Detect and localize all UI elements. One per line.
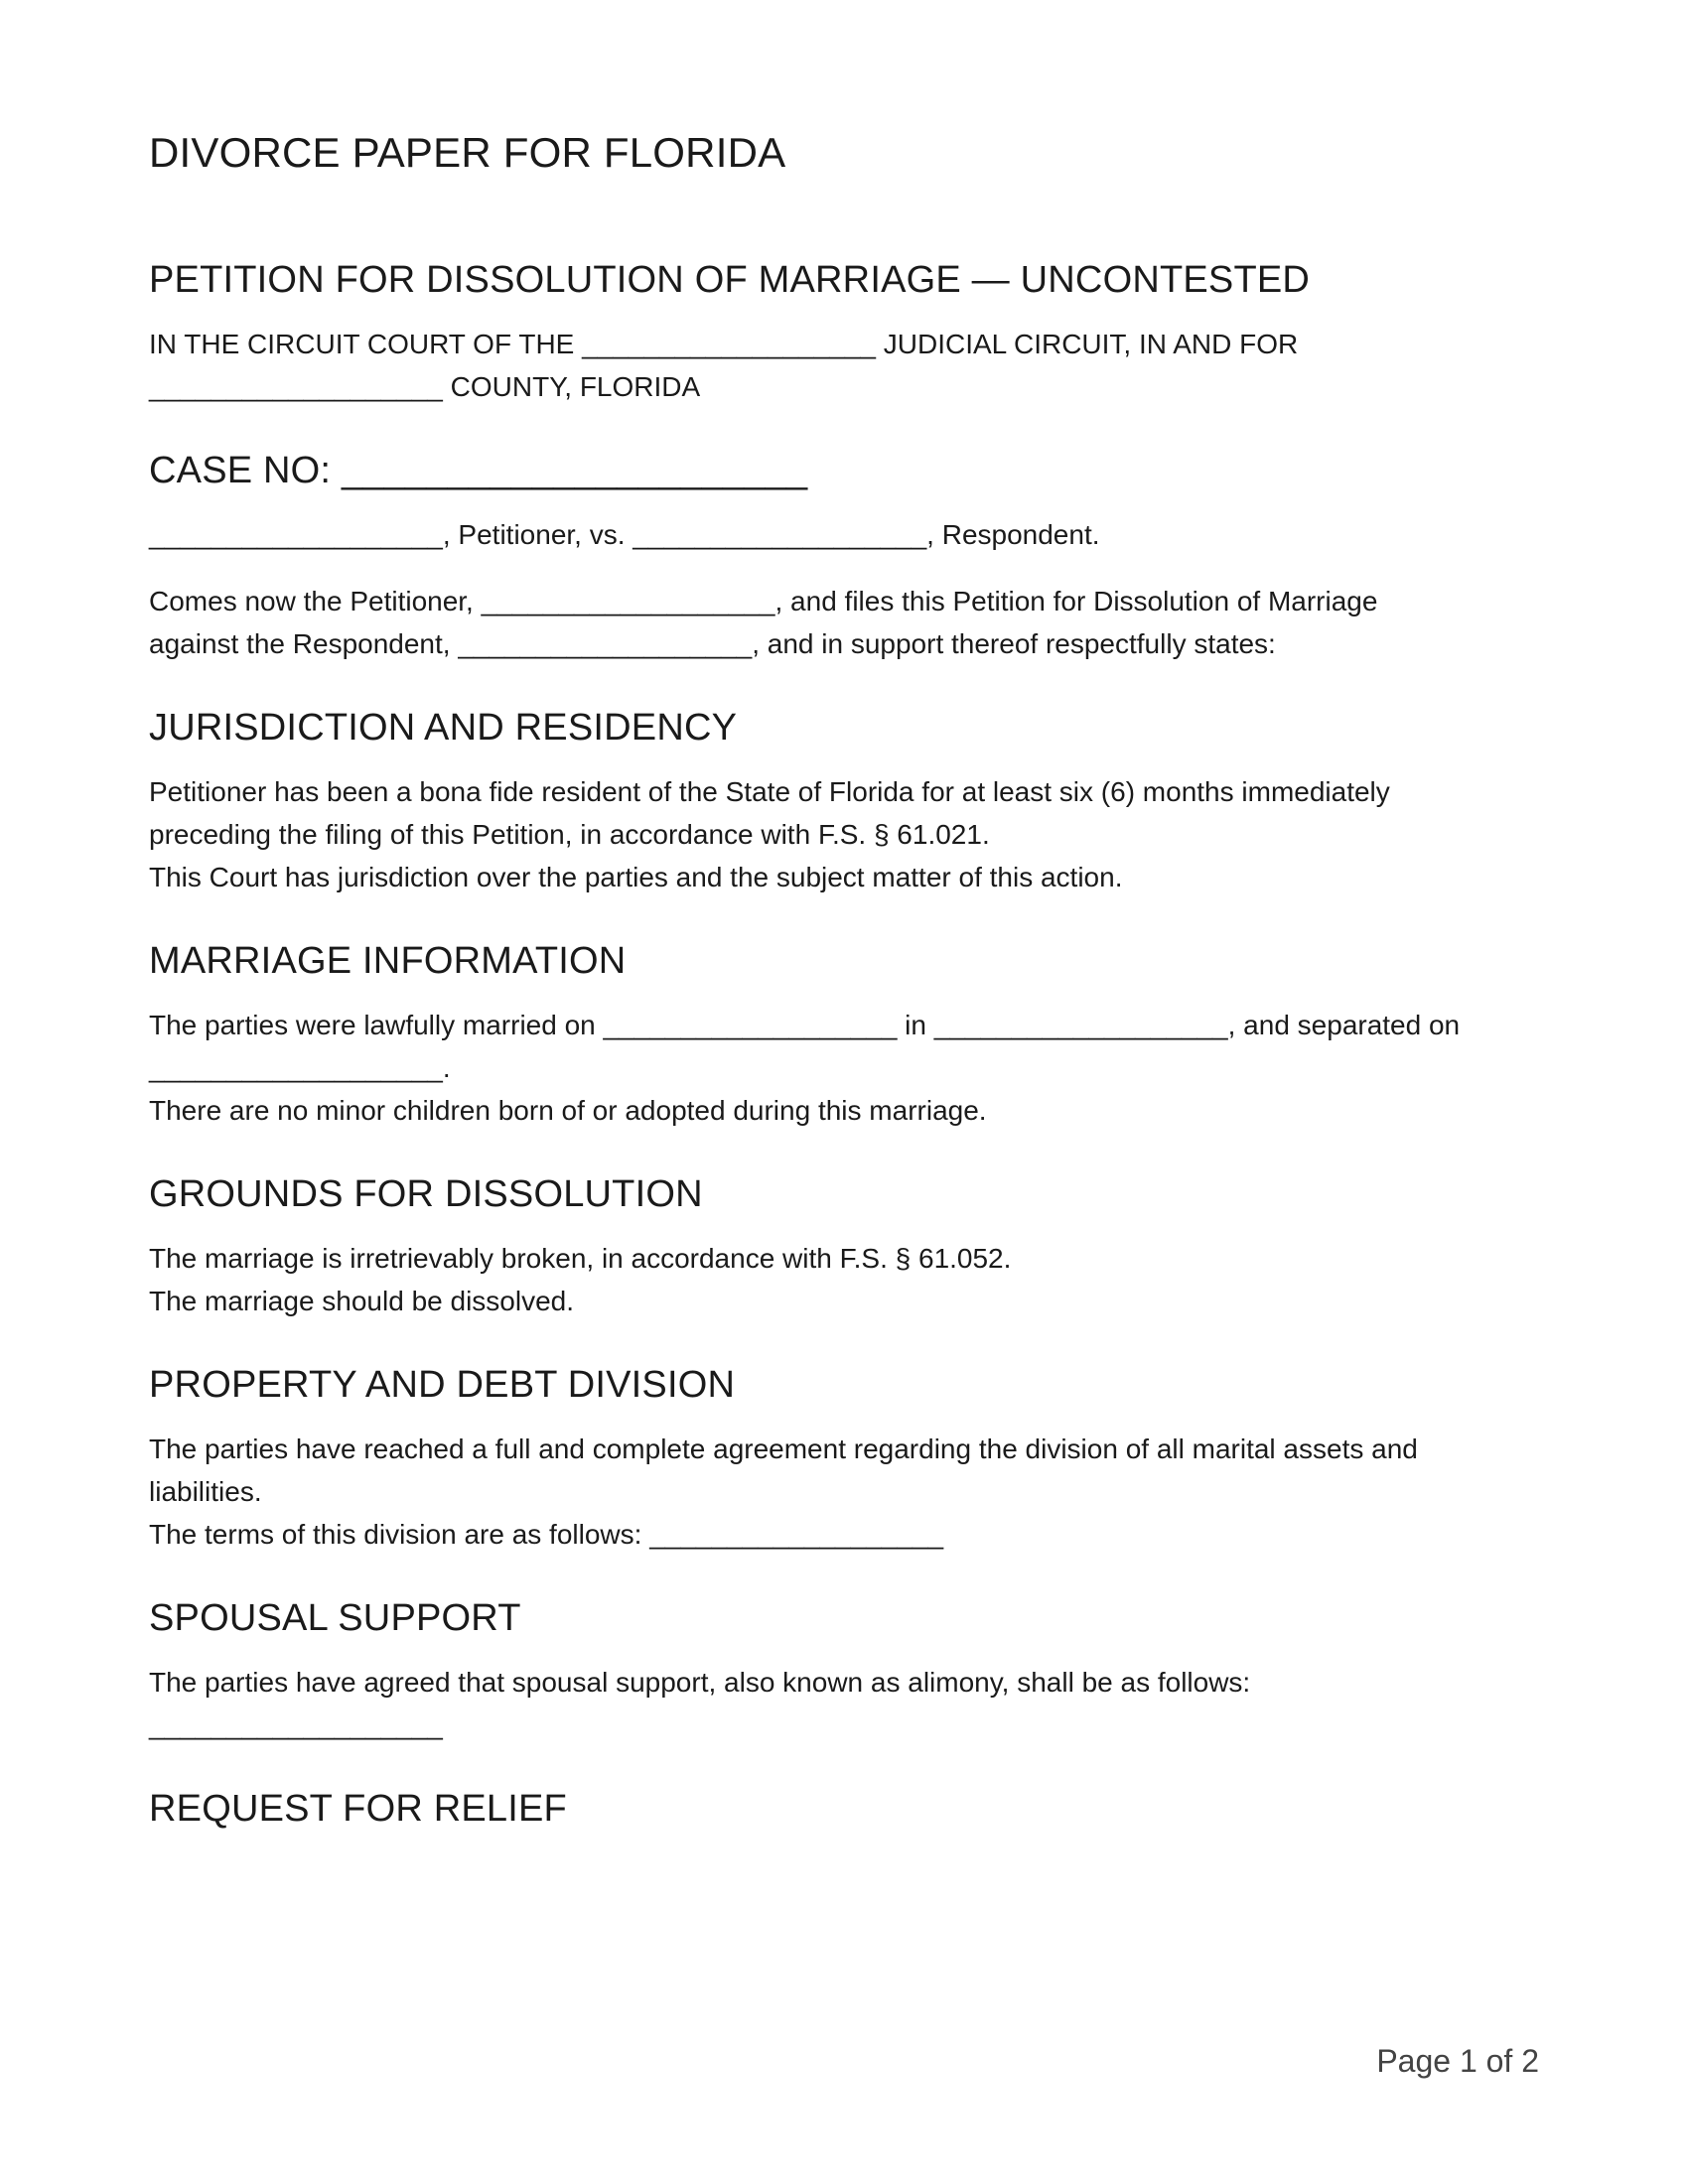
county-line: ___________________ COUNTY, FLORIDA bbox=[149, 371, 701, 402]
body-line: The terms of this division are as follows: ___________________ bbox=[149, 1519, 944, 1550]
section-heading-spousal: SPOUSAL SUPPORT bbox=[149, 1597, 521, 1639]
body-line: ___________________. bbox=[149, 1052, 451, 1083]
document-title: DIVORCE PAPER FOR FLORIDA bbox=[149, 129, 786, 176]
intro-paragraph bbox=[149, 580, 1549, 665]
document-body bbox=[149, 127, 1549, 1851]
section-body-property bbox=[149, 1428, 1549, 1556]
body-line: preceding the filing of this Petition, in accordance with F.S. § 61.021. bbox=[149, 819, 990, 850]
section-heading-grounds: GROUNDS FOR DISSOLUTION bbox=[149, 1173, 703, 1215]
case-number: CASE NO: ______________________ bbox=[149, 450, 808, 491]
body-line: This Court has jurisdiction over the parties and the subject matter of this action. bbox=[149, 862, 1123, 892]
section-heading-jurisdiction: JURISDICTION AND RESIDENCY bbox=[149, 707, 738, 749]
section-heading-property: PROPERTY AND DEBT DIVISION bbox=[149, 1364, 736, 1406]
body-line: Petitioner has been a bona fide resident of the State of Florida for at least six (6) months immediately bbox=[149, 776, 1390, 807]
body-line: The parties have agreed that spousal support, also known as alimony, shall be as follows: bbox=[149, 1667, 1251, 1698]
body-line: The marriage is irretrievably broken, in accordance with F.S. § 61.052. bbox=[149, 1243, 1012, 1274]
section-heading-marriage: MARRIAGE INFORMATION bbox=[149, 940, 627, 982]
body-line: There are no minor children born of or adopted during this marriage. bbox=[149, 1095, 987, 1126]
page-number: Page 1 of 2 bbox=[1376, 2043, 1539, 2079]
court-line: IN THE CIRCUIT COURT OF THE ___________________ JUDICIAL CIRCUIT, IN AND FOR bbox=[149, 329, 1299, 359]
section-body-jurisdiction bbox=[149, 770, 1549, 898]
section-body-spousal bbox=[149, 1661, 1549, 1746]
intro-line: Comes now the Petitioner, ___________________, and files this Petition for Dissolution of Marriage bbox=[149, 586, 1378, 616]
court-block bbox=[149, 323, 1549, 408]
body-line: The marriage should be dissolved. bbox=[149, 1286, 575, 1316]
body-line: The parties have reached a full and complete agreement regarding the division of all marital assets and bbox=[149, 1433, 1418, 1464]
parties-line: ___________________, Petitioner, vs. ___________________, Respondent. bbox=[149, 519, 1100, 550]
body-line: liabilities. bbox=[149, 1476, 262, 1507]
body-line: ___________________ bbox=[149, 1709, 443, 1740]
intro-line: against the Respondent, ___________________, and in support thereof respectfully states: bbox=[149, 628, 1276, 659]
section-body-grounds bbox=[149, 1237, 1549, 1322]
section-heading-relief: REQUEST FOR RELIEF bbox=[149, 1788, 567, 1830]
section-body-marriage bbox=[149, 1004, 1549, 1132]
body-line: The parties were lawfully married on ___________________ in ___________________, and separated on bbox=[149, 1010, 1461, 1040]
petition-subtitle: PETITION FOR DISSOLUTION OF MARRIAGE — UNCONTESTED bbox=[149, 259, 1311, 301]
